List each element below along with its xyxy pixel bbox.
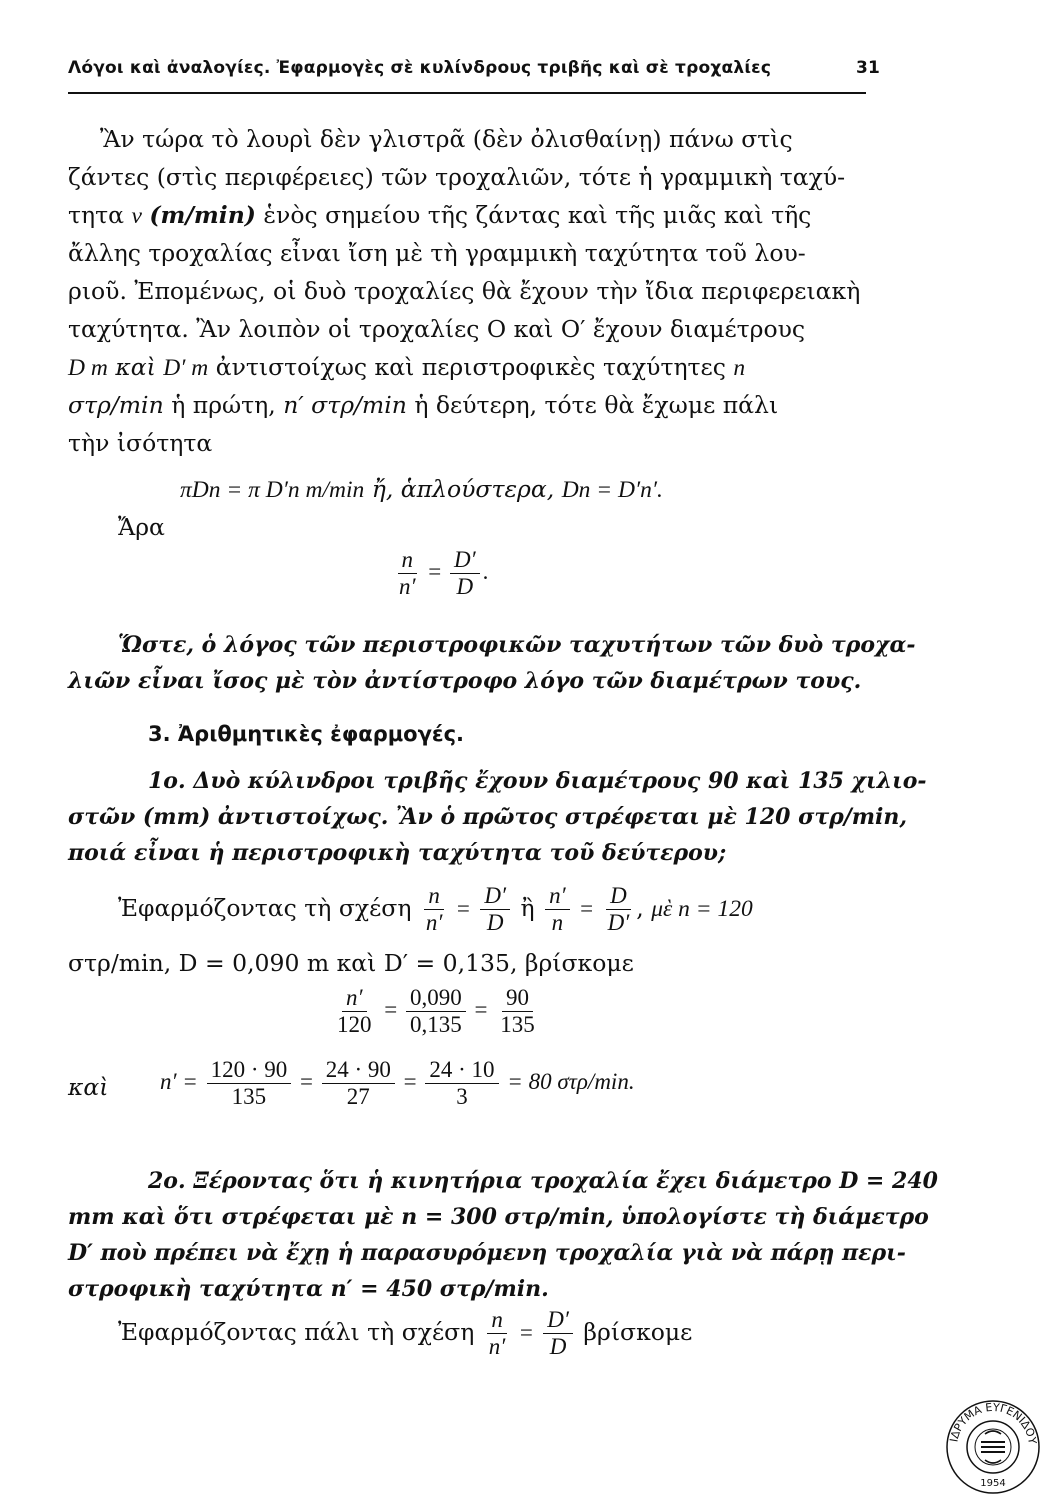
example2-line4: στροφικὴ ταχύτητα n′ = 450 στρ/min. <box>68 1276 549 1302</box>
para1-line8: στρ/min ἡ πρώτη, n′ στρ/min ἡ δεύτερη, τότε θὰ ἔχωμε πάλι <box>68 391 779 419</box>
equation-1: πDn = π D′n m/min ἤ, ἁπλούστερα, Dn = D′n′. <box>180 475 663 503</box>
svg-text:ΙΔΡΥΜΑ ΕΥΓΕΝΙΔΟΥ: ΙΔΡΥΜΑ ΕΥΓΕΝΙΔΟΥ <box>947 1400 1039 1445</box>
section-heading: 3. Ἀριθμητικὲς ἐφαρμογές. <box>148 722 465 746</box>
conclusion-line2: λιῶν εἶναι ἴσος μὲ τὸν ἀντίστροφο λόγο τῶν διαμέτρων τους. <box>68 668 862 694</box>
foundation-seal-logo <box>944 1398 1042 1496</box>
para1-line5: ριοῦ. Ἐπομένως, οἱ δυὸ τροχαλίες θὰ ἔχουν τὴν ἴδια περιφερειακὴ <box>68 277 861 305</box>
example2-line1: 2ο. Ξέροντας ὅτι ἡ κινητήρια τροχαλία ἔχει διάμετρο D = 240 <box>148 1168 938 1194</box>
header-rule <box>68 92 866 94</box>
para1-line7: D m καὶ D′ m ἀντιστοίχως καὶ περιστροφικὲς ταχύτητες n <box>68 353 746 381</box>
example1-line1: 1ο. Δυὸ κύλινδροι τριβῆς ἔχουν διαμέτρους 90 καὶ 135 χιλιο- <box>148 768 927 794</box>
conclusion-line1: Ὥστε, ὁ λόγος τῶν περιστροφικῶν ταχυτήτων τῶν δυὸ τροχα- <box>118 632 916 658</box>
kai-word: καὶ <box>68 1073 109 1101</box>
seal-icon <box>944 1398 1042 1496</box>
para1-line1: Ἂν τώρα τὸ λουρὶ δὲν γλιστρᾶ (δὲν ὀλισθαίνῃ) πάνω στὶς <box>100 125 793 153</box>
svg-text:1954: 1954 <box>980 1478 1006 1489</box>
para1-line3: τητα v (m/min) ἑνὸς σημείου τῆς ζάντας καὶ τῆς μιᾶς καὶ τῆς <box>68 201 812 229</box>
example1-result: n′ = $\frac{120 \cdot 90}{135}$ = $\frac{24 \cdot 90}{27}$ = $\frac{24 \cdot 10}{3}$ = 80 στρ/min. <box>160 1057 635 1110</box>
running-header <box>68 58 881 78</box>
example1-values: στρ/min, D = 0,090 m καὶ D′ = 0,135, βρίσκομε <box>68 949 634 977</box>
example2-line2: mm καὶ ὅτι στρέφεται μὲ n = 300 στρ/min, ὑπολογίστε τὴ διάμετρο <box>68 1204 929 1230</box>
ara-word: Ἄρα <box>118 513 165 541</box>
para1-line4: ἄλλης τροχαλίας εἶναι ἴση μὲ τὴ γραμμικὴ ταχύτητα τοῦ λου- <box>68 239 806 267</box>
page-number: 31 <box>856 58 881 78</box>
main-proportion: $\frac{n}{n'}$ = $\frac{D'}{D}$ . <box>399 547 489 600</box>
example2-relation: Ἐφαρμόζοντας πάλι τὴ σχέση $\frac{n}{n'}$ = $\frac{D'}{D}$ βρίσκομε <box>118 1307 693 1360</box>
para1-line9: τὴν ἰσότητα <box>68 429 213 457</box>
running-title: Λόγοι καὶ ἀναλογίες. Ἐφαρμογὲς σὲ κυλίνδρους τριβῆς καὶ σὲ τροχαλίες <box>68 58 772 78</box>
example1-line2: στῶν (mm) ἀντιστοίχως. Ἂν ὁ πρῶτος στρέφεται μὲ 120 στρ/min, <box>68 804 908 830</box>
para1-line2: ζάντες (στὶς περιφέρειες) τῶν τροχαλιῶν, τότε ἡ γραμμικὴ ταχύ- <box>68 163 846 191</box>
para1-line6: ταχύτητα. Ἂν λοιπὸν οἱ τροχαλίες O καὶ O′ ἔχουν διαμέτρους <box>68 315 806 343</box>
example1-relation: Ἐφαρμόζοντας τὴ σχέση $\frac{n}{n'}$ = $\frac{D'}{D}$ ἢ $\frac{n'}{n}$ = $\frac{D}{D'}$ , μὲ n = 120 <box>118 883 753 936</box>
example1-ratios: $\frac{n'}{120}$ = $\frac{0,090}{0,135}$ = $\frac{90}{135}$ <box>337 985 535 1038</box>
example1-line3: ποιά εἶναι ἡ περιστροφικὴ ταχύτητα τοῦ δεύτερου; <box>68 840 727 866</box>
example2-line3: D′ ποὺ πρέπει νὰ ἔχῃ ἡ παρασυρόμενη τροχαλία γιὰ νὰ πάρῃ περι- <box>68 1240 906 1266</box>
